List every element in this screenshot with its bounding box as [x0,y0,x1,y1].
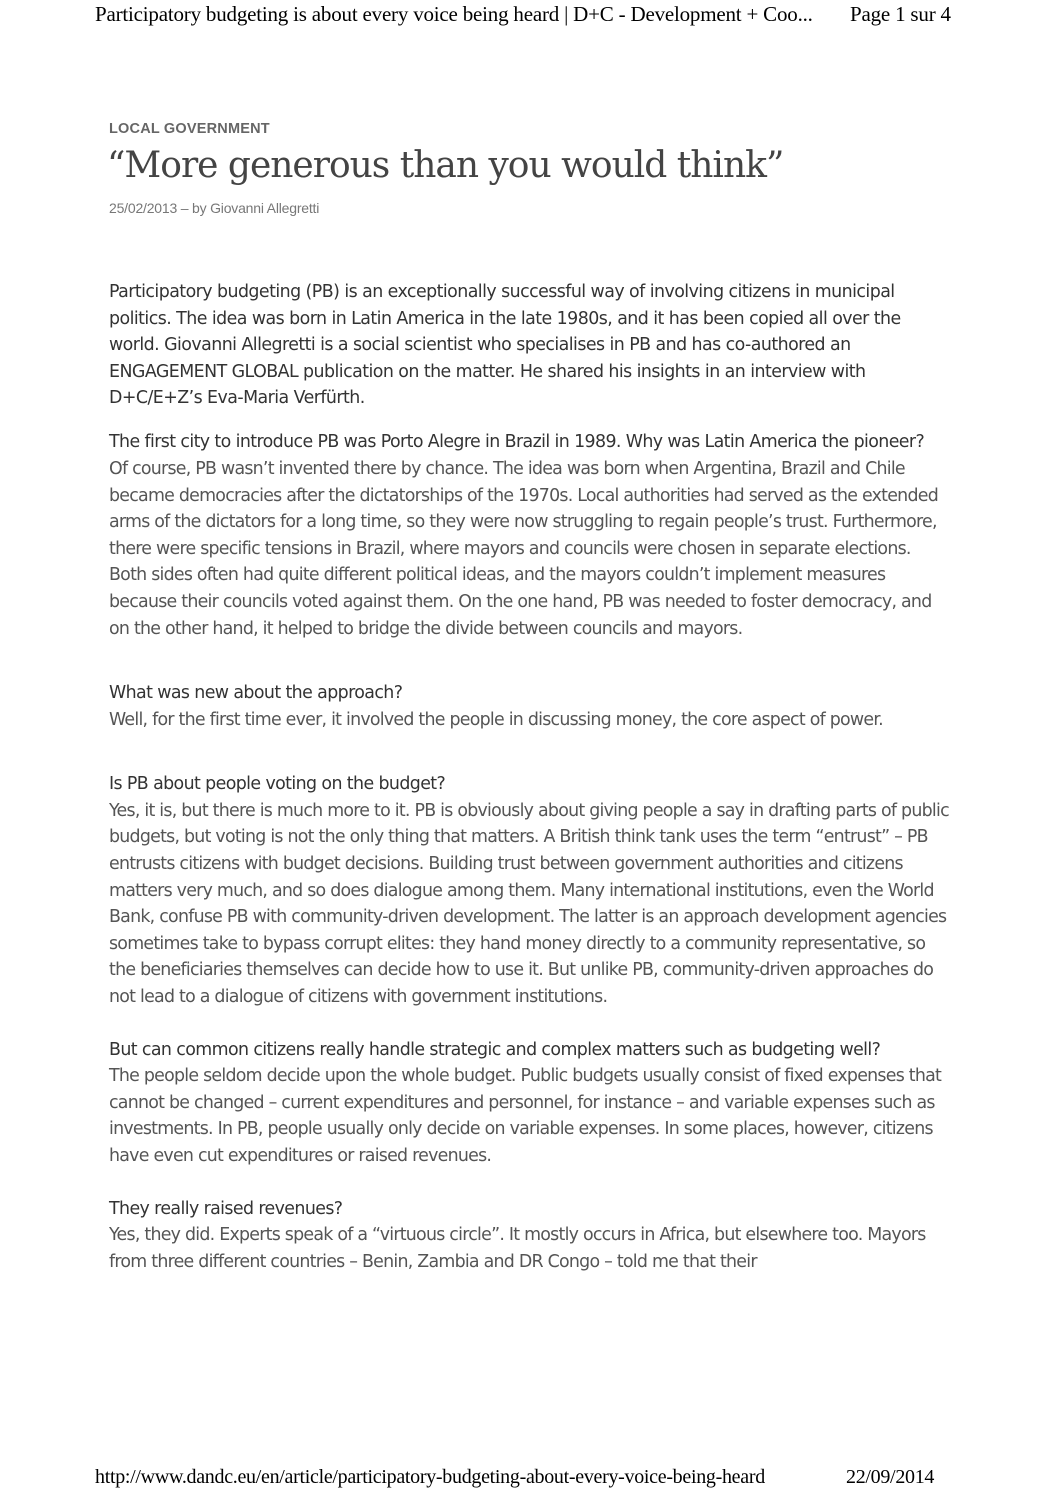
interview-answer: Well, for the first time ever, it involved the people in discussing money, the core aspect of power. [109,709,883,730]
article-category[interactable]: LOCAL GOVERNMENT [109,121,270,137]
qa-block [109,680,949,733]
print-footer [0,1466,1058,1494]
interview-answer: Of course, PB wasn’t invented there by chance. The idea was born when Argentina, Brazil and Chile became democracies after the dictatorships of the 1970s. Local authorities had served as the extended arms of the dictators for a long time, so they were now struggling to regain people’s trust. Furthermore, there were specific tensions in Brazil, where mayors and councils were chosen in separate elections. Both sides often had quite different political ideas, and the mayors couldn’t implement measures because their councils voted against them. On the one hand, PB was needed to foster democracy, and on the other hand, it helped to bridge the divide between councils and mayors. [109,458,938,639]
interview-question: Is PB about people voting on the budget? [109,774,446,795]
article-byline: 25/02/2013 – by Giovanni Allegretti [109,200,320,216]
qa-block [109,429,949,642]
article [109,118,949,1275]
print-header [0,2,1058,32]
interview-question: They really raised revenues? [109,1198,343,1219]
interview-answer: Yes, it is, but there is much more to it. PB is obviously about giving people a say in drafting parts of public budgets, but voting is not the only thing that matters. A British think tank uses the term “entrust” – PB entrusts citizens with budget decisions. Building trust between government authorities and citizens matters very much, and so does dialogue among them. Many international institutions, even the World Bank, confuse PB with community-driven development. The latter is an approach development agencies sometimes take to bypass corrupt elites: they hand money directly to a community representative, so the beneficiaries themselves can decide how to use it. But unlike PB, community-driven approaches do not lead to a dialogue of citizens with government institutions. [109,800,949,1008]
print-page-title: Participatory budgeting is about every voice being heard | D+C - Development + Coo... [95,2,813,26]
interview-answer: The people seldom decide upon the whole budget. Public budgets usually consist of fixed expenses that cannot be changed – current expenditures and personnel, for instance – and variable expenses such as investments. In PB, people usually only decide on variable expenses. In some places, however, citizens have even cut expenditures or raised revenues. [109,1066,942,1167]
qa-block [109,1196,949,1276]
interview-answer: Yes, they did. Experts speak of a “virtuous circle”. It mostly occurs in Africa, but elsewhere too. Mayors from three different countries – Benin, Zambia and DR Congo – told me that their [109,1225,926,1272]
interview-question: But can common citizens really handle strategic and complex matters such as budgeting well? [109,1039,881,1060]
article-intro: Participatory budgeting (PB) is an exceptionally successful way of involving citizens in municipal politics. The idea was born in Latin America in the late 1980s, and it has been copied all over the world. Giovanni Allegretti is a social scientist who specialises in PB and has co-authored an ENGAGEMENT GLOBAL publication on the matter. He shared his insights in an interview with D+C/E+Z’s Eva-Maria Verfürth. [109,282,901,409]
interview-question: The first city to introduce PB was Porto Alegre in Brazil in 1989. Why was Latin America the pioneer? [109,432,925,453]
article-headline: “More generous than you would think” [107,145,784,186]
interview-question: What was new about the approach? [109,683,403,704]
print-source-url: http://www.dandc.eu/en/article/participatory-budgeting-about-every-voice-being-heard [95,1466,765,1488]
print-date: 22/09/2014 [846,1466,935,1488]
qa-block [109,771,949,1010]
print-page-number: Page 1 sur 4 [850,2,951,26]
qa-block [109,1037,949,1170]
